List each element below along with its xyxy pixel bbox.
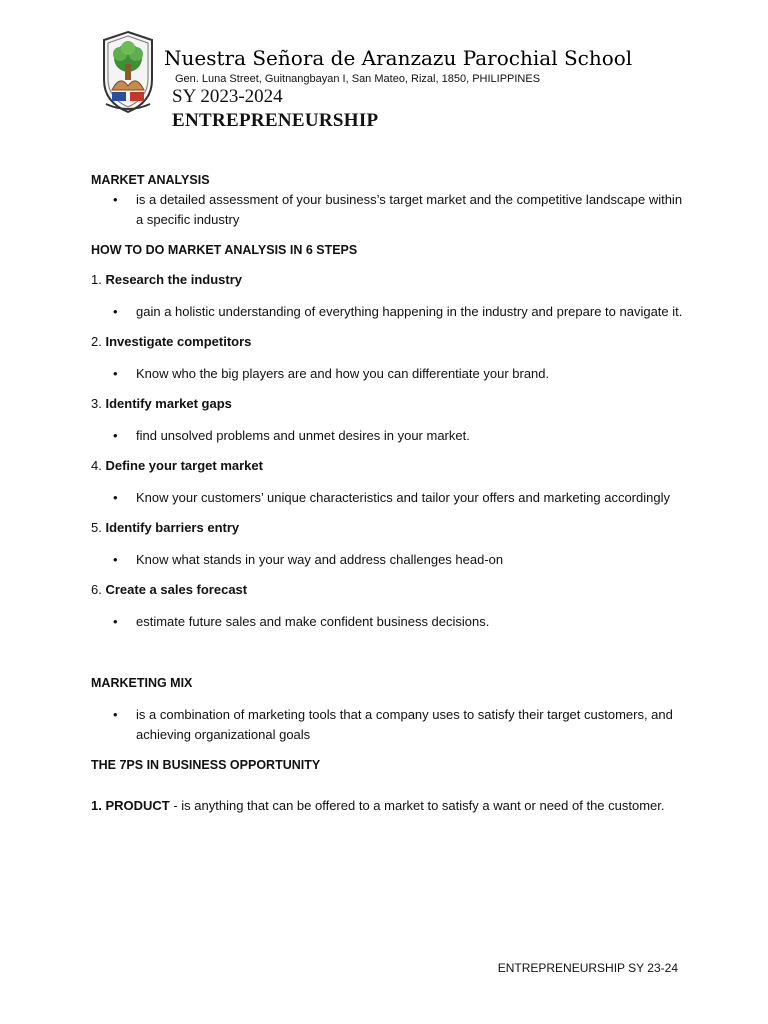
bullet-icon: • xyxy=(113,707,118,722)
school-year: SY 2023-2024 xyxy=(172,86,283,107)
list-item xyxy=(91,705,691,745)
step-5-title: 5. Identify barriers entry xyxy=(91,520,240,535)
list-item xyxy=(91,488,691,508)
school-address: Gen. Luna Street, Guitnangbayan I, San Mateo, Rizal, 1850, PHILIPPINES xyxy=(175,73,541,85)
market-analysis-definition: is a detailed assessment of your business’s target market and the competitive landscape within a specific industry xyxy=(136,192,683,227)
document-header xyxy=(96,30,696,142)
step-5-description: Know what stands in your way and address challenges head-on xyxy=(136,552,504,567)
bullet-icon: • xyxy=(113,192,118,207)
how-to-heading: HOW TO DO MARKET ANALYSIS IN 6 STEPS xyxy=(91,243,358,257)
step-6-description: estimate future sales and make confident business decisions. xyxy=(136,614,490,629)
seven-ps-heading: THE 7PS IN BUSINESS OPPORTUNITY xyxy=(91,758,321,772)
step-4-description: Know your customers’ unique characteristics and tailor your offers and marketing accordingly xyxy=(136,490,670,505)
list-item xyxy=(91,302,691,322)
bullet-icon: • xyxy=(113,614,118,629)
marketing-mix-definition: is a combination of marketing tools that a company uses to satisfy their target customers, and achieving organizational goals xyxy=(136,707,673,742)
list-item xyxy=(91,190,691,230)
bullet-icon: • xyxy=(113,428,118,443)
bullet-icon: • xyxy=(113,552,118,567)
page-footer: ENTREPRENEURSHIP SY 23-24 xyxy=(497,961,678,975)
product-definition xyxy=(91,796,691,816)
school-seal-icon xyxy=(96,30,160,114)
document-body xyxy=(91,170,691,816)
bullet-icon: • xyxy=(113,366,118,381)
step-1-description: gain a holistic understanding of everything happening in the industry and prepare to navigate it. xyxy=(136,304,683,319)
step-6-title: 6. Create a sales forecast xyxy=(91,582,248,597)
step-2-description: Know who the big players are and how you can differentiate your brand. xyxy=(136,366,550,381)
list-item xyxy=(91,426,691,446)
bullet-icon: • xyxy=(113,490,118,505)
market-analysis-heading: MARKET ANALYSIS xyxy=(91,173,210,187)
list-item xyxy=(91,612,691,632)
subject-title: ENTREPRENEURSHIP xyxy=(172,110,379,131)
list-item xyxy=(91,550,691,570)
step-3-title: 3. Identify market gaps xyxy=(91,396,232,411)
step-3-description: find unsolved problems and unmet desires in your market. xyxy=(136,428,470,443)
bullet-icon: • xyxy=(113,304,118,319)
product-text: - is anything that can be offered to a market to satisfy a want or need of the customer. xyxy=(169,798,665,813)
list-item xyxy=(91,364,691,384)
school-name: Nuestra Señora de Aranzazu Parochial School xyxy=(164,46,633,70)
marketing-mix-heading: MARKETING MIX xyxy=(91,676,193,690)
step-4-title: 4. Define your target market xyxy=(91,458,263,473)
product-label: 1. PRODUCT xyxy=(91,798,170,813)
step-1-title: 1. Research the industry xyxy=(91,272,243,287)
step-2-title: 2. Investigate competitors xyxy=(91,334,252,349)
